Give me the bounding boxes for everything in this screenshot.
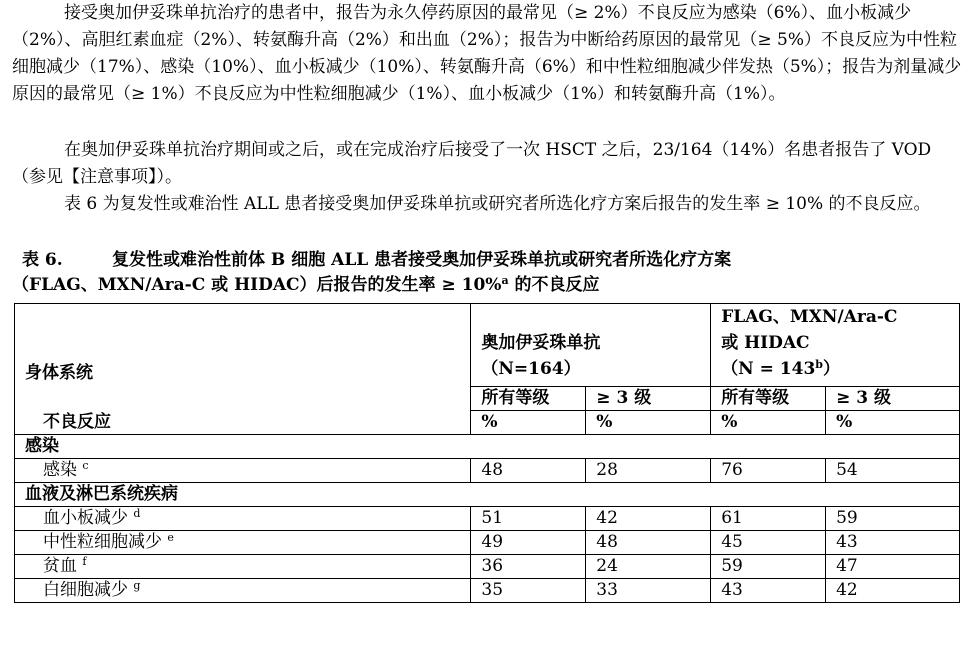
value-cell: 43 [826, 531, 960, 555]
chemo-n: $(N = 143^b)$ [721, 358, 840, 379]
table-row [15, 579, 960, 603]
value-cell: 76 [711, 459, 826, 483]
section-row [15, 435, 960, 459]
table-caption-line2-text: （FLAG、MXN/Ara-C 或 HIDAC）后报告的发生率 ≥ 10% [12, 275, 502, 295]
reaction-label: 贫血 $^f$ [15, 555, 471, 579]
paragraph-discontinuation: 接受奥加伊妥珠单抗治疗的患者中，报告为永久停药原因的最常见（≥ 2%）不良反应为感染（6%）、血小板减少（2%）、高胆红素血症（2%）、转氨酶升高（2%）和出血（2%）；报告为中断给药原因的最常见（≥ 5%）不良反应为中性粒细胞减少（17%）、感染（10%）、血小板减少（10%）、转氨酶升高（6%）和中性粒细胞减少伴发热（5%）；报告为剂量减少原因的最常见（≥ 1%）不良反应为中性粒细胞减少（1%）、血小板减少（1%）和转氨酶升高（1%）。 [12, 3, 962, 104]
paragraph-vod: 在奥加伊妥珠单抗治疗期间或之后，或在完成治疗后接受了一次 HSCT 之后，23/164（14%）名患者报告了 VOD（参见【注意事项】）。 [12, 140, 932, 187]
value-cell: 42 [586, 507, 711, 531]
value-cell: 61 [711, 507, 826, 531]
table-row [15, 459, 960, 483]
header-all-grades-2: 所有等级 [711, 387, 826, 411]
value-cell: 59 [826, 507, 960, 531]
value-cell: 48 [586, 531, 711, 555]
section-row [15, 483, 960, 507]
inotuzumab-n: （N=164） [481, 359, 581, 379]
table-row [15, 507, 960, 531]
value-cell: 49 [471, 531, 586, 555]
table-caption-line2-end: 的不良反应 [508, 275, 600, 295]
paragraph-table-intro: 表 6 为复发性或难治性 ALL 患者接受奥加伊妥珠单抗或研究者所选化疗方案后报告的发生率 ≥ 10% 的不良反应。 [64, 194, 931, 214]
chemo-label-2: 或 HIDAC [721, 333, 810, 353]
body-system-header [15, 304, 471, 387]
unit-cell: % [826, 411, 960, 435]
section-infection: 感染 [15, 435, 960, 459]
reaction-label: 白细胞减少 $^g$ [15, 579, 471, 603]
value-cell: 24 [586, 555, 711, 579]
reaction-label: 中性粒细胞减少 $^e$ [15, 531, 471, 555]
table-header-row [15, 304, 960, 387]
reaction-label: 血小板减少 $^d$ [15, 507, 471, 531]
unit-cell: % [586, 411, 711, 435]
adverse-reaction-header: 不良反应 [15, 411, 471, 435]
unit-row [15, 411, 960, 435]
header-grade3-2: ≥ 3 级 [826, 387, 960, 411]
reaction-label: 感染 $^c$ [15, 459, 471, 483]
adverse-reactions-table [14, 303, 960, 603]
value-cell: 33 [586, 579, 711, 603]
value-cell: 51 [471, 507, 586, 531]
table-caption-line1 [22, 247, 967, 273]
inotuzumab-group-header [471, 304, 711, 387]
body-system-label: 身体系统 [25, 362, 93, 383]
table-row [15, 531, 960, 555]
inotuzumab-label: 奥加伊妥珠单抗 [481, 333, 601, 353]
header-all-grades-1: 所有等级 [471, 387, 586, 411]
footnote-marker: a [501, 274, 509, 287]
value-cell: 54 [826, 459, 960, 483]
value-cell: 47 [826, 555, 960, 579]
table-caption-title: 复发性或难治性前体 B 细胞 ALL 患者接受奥加伊妥珠单抗或研究者所选化疗方案 [112, 250, 732, 270]
value-cell: 28 [586, 459, 711, 483]
value-cell: 42 [826, 579, 960, 603]
section-blood-lymphatic: 血液及淋巴系统疾病 [15, 483, 960, 507]
grade-header-row [15, 387, 960, 411]
value-cell: 59 [711, 555, 826, 579]
value-cell: 35 [471, 579, 586, 603]
unit-cell: % [471, 411, 586, 435]
value-cell: 45 [711, 531, 826, 555]
chemo-label: FLAG、MXN/Ara-C [721, 307, 898, 327]
table-caption-label: 表 6. [22, 250, 63, 270]
blank-cell [15, 387, 471, 411]
value-cell: 48 [471, 459, 586, 483]
chemo-group-header [711, 304, 960, 387]
header-grade3-1: ≥ 3 级 [586, 387, 711, 411]
value-cell: 43 [711, 579, 826, 603]
table-row [15, 555, 960, 579]
value-cell: 36 [471, 555, 586, 579]
unit-cell: % [711, 411, 826, 435]
table-caption-line2 [12, 272, 957, 298]
